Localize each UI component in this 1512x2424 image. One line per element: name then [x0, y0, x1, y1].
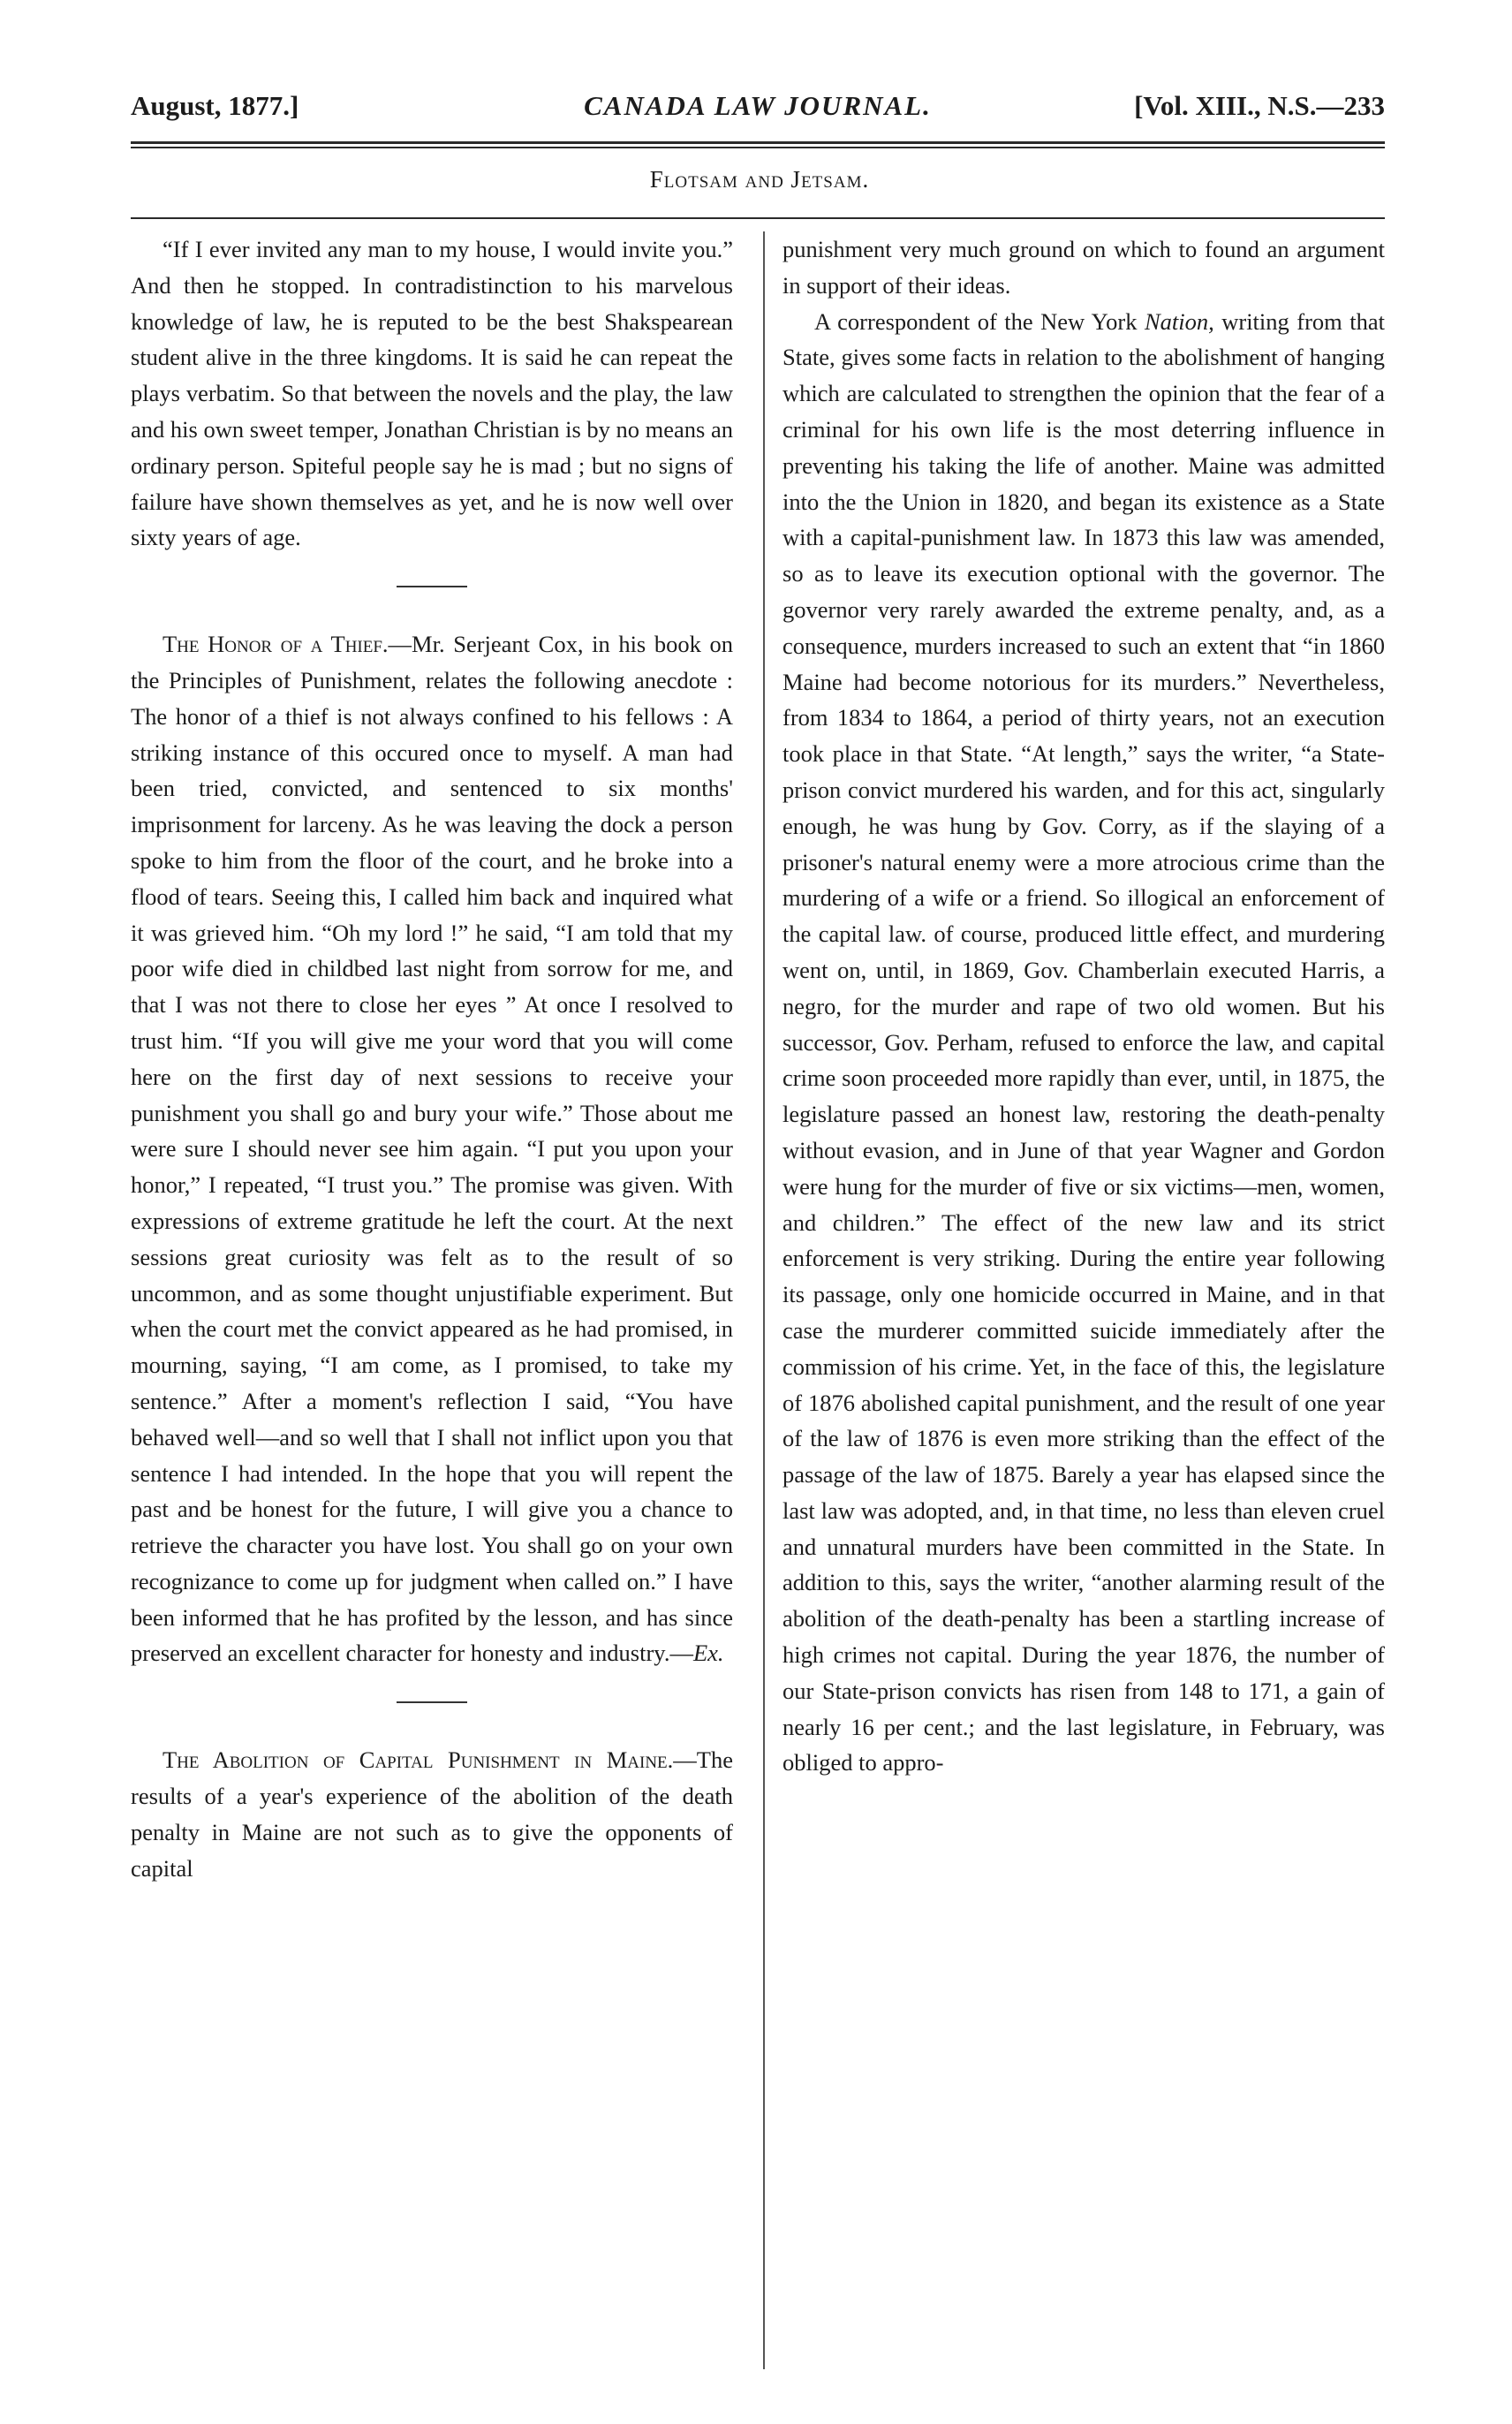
running-head [131, 90, 1385, 134]
article-continuation-paragraph: “If I ever invited any man to my house, I would invite you.” And then he stopped. In contradistinction to his marvelous knowledge of law, he is reputed to be the best Shakspearean student alive in the three kingdoms. It is said he can repeat the plays verbatim. So that between the novels and the play, the law and his own sweet temper, Jonathan Christian is by no means an ordinary person. Spiteful people say he is mad ; but no signs of failure have shown themselves as yet, and he is now well over sixty years of age. [131, 236, 733, 551]
column-divider [763, 231, 765, 2369]
article-honor-of-a-thief [131, 626, 733, 1671]
article-body: —The results of a year's experience of the abolition of the death penalty in Maine are not such as to give the opponents of capital [131, 1746, 733, 1882]
header-double-rule [131, 141, 1385, 148]
left-column [131, 231, 733, 1886]
article-body: —Mr. Serjeant Cox, in his book on the Principles of Punishment, relates the following anecdote : The honor of a thief is not always confined to his fellows : A striking instance of this occured once to myself. A man had been tried, convicted, and sentenced to six months' imprisonment for larceny. As he was leaving the dock a person spoke to him from the floor of the court, and he broke into a flood of tears. Seeing this, I called him back and inquired what it was grieved him. “Oh my lord !” he said, “I am told that my poor wife died in childbed last night from sorrow for me, and that I was not there to close her eyes ” At once I resolved to trust him. “If you will give me your word that you will come here on the first day of next sessions to receive your punishment you shall go and bury your wife.” Those about me were sure I should never see him again. “I put you upon your honor,” I repeated, “I trust you.” The promise was given. With expressions of extreme gratitude he left the court. At the next sessions great curiosity was felt as to the result of so uncommon, and as some thought unjustifiable experiment. But when the court met the convict appeared as he had promised, in mourning, saying, “I am come, as I promised, to take my sentence.” After a moment's reflection I said, “You have behaved well—and so well that I shall not inflict upon you that sentence I had intended. In the hope that you will repent the past and be honest for the future, I will give you a chance to retrieve the character you have lost. You shall go on your own recognizance to come up for judgment when called on.” I have been informed that he has profited by the lesson, and has since preserved an excellent character for honesty and industry.— [131, 631, 733, 1667]
article-abolition-capital-punishment [131, 1742, 733, 1886]
right-column [782, 231, 1385, 1781]
paragraph-text: A correspondent of the New York [814, 307, 1145, 335]
article-separator [397, 586, 467, 587]
issue-date: August, 1877.] [131, 90, 299, 121]
article-source: Ex. [692, 1640, 724, 1667]
section-title: Flotsam and Jetsam. [649, 166, 870, 193]
article-heading: The Abolition of Capital Punishment in Maine. [163, 1746, 674, 1774]
section-rule [131, 217, 1385, 219]
article-continuation-paragraph: punishment very much ground on which to found an argument in support of their ideas. [782, 236, 1385, 299]
publication-name: Nation, [1144, 307, 1214, 335]
journal-page [124, 0, 1395, 2424]
journal-title: CANADA LAW JOURNAL. [584, 90, 932, 121]
article-heading: The Honor of a Thief. [163, 631, 389, 658]
volume-page-number: [Vol. XIII., N.S.—233 [1134, 90, 1385, 121]
article-paragraph [782, 304, 1385, 1782]
article-separator [397, 1701, 467, 1703]
paragraph-text: writing from that State, gives some facts in relation to the abolishment of hanging which are calculated to strengthen the opinion that the fear of a criminal for his own life is the most deterring influence in preventing his taking the life of another. Maine was admitted into the the Union in 1820, and began its existence as a State with a capital-punishment law. In 1873 this law was amended, so as to leave its execution optional with the governor. The governor very rarely awarded the extreme penalty, and, as a consequence, murders increased to such an extent that “in 1860 Maine had become notorious for its murders.” Nevertheless, from 1834 to 1864, a period of thirty years, not an execution took place in that State. “At length,” says the writer, “a State-prison convict murdered his warden, and for this act, singularly enough, he was hung by Gov. Corry, as if the slaying of a prisoner's natural enemy were a more atrocious crime than the murdering of a wife or a friend. So illogical an enforcement of the capital law. of course, produced little effect, and murdering went on, until, in 1869, Gov. Chamberlain executed Harris, a negro, for the murder and rape of two old women. But his successor, Gov. Perham, refused to enforce the law, and capital crime soon proceeded more rapidly than ever, until, in 1875, the legislature passed an honest law, restoring the death-penalty without evasion, and in June of that year Wagner and Gordon were hung for the murder of five or six victims—men, women, and children.” The effect of the new law and its strict enforcement is very striking. During the entire year following its passage, only one homicide occurred in Maine, and in that case the murderer committed suicide immediately after the commission of his crime. Yet, in the face of this, the legislature of 1876 abolished capital punishment, and the result of one year of the law of 1876 is even more striking than the effect of the passage of the law of 1875. Barely a year has elapsed since the last law was adopted, and, in that time, no less than eleven cruel and unnatural murders have been committed in the State. In addition to this, says the writer, “another alarming result of the abolition of the death-penalty has been a startling increase of high crimes not capital. During the year 1876, the number of our State-prison convicts has risen from 148 to 171, a gain of nearly 16 per cent.; and the last legislature, in February, was obliged to appro- [782, 307, 1385, 1776]
